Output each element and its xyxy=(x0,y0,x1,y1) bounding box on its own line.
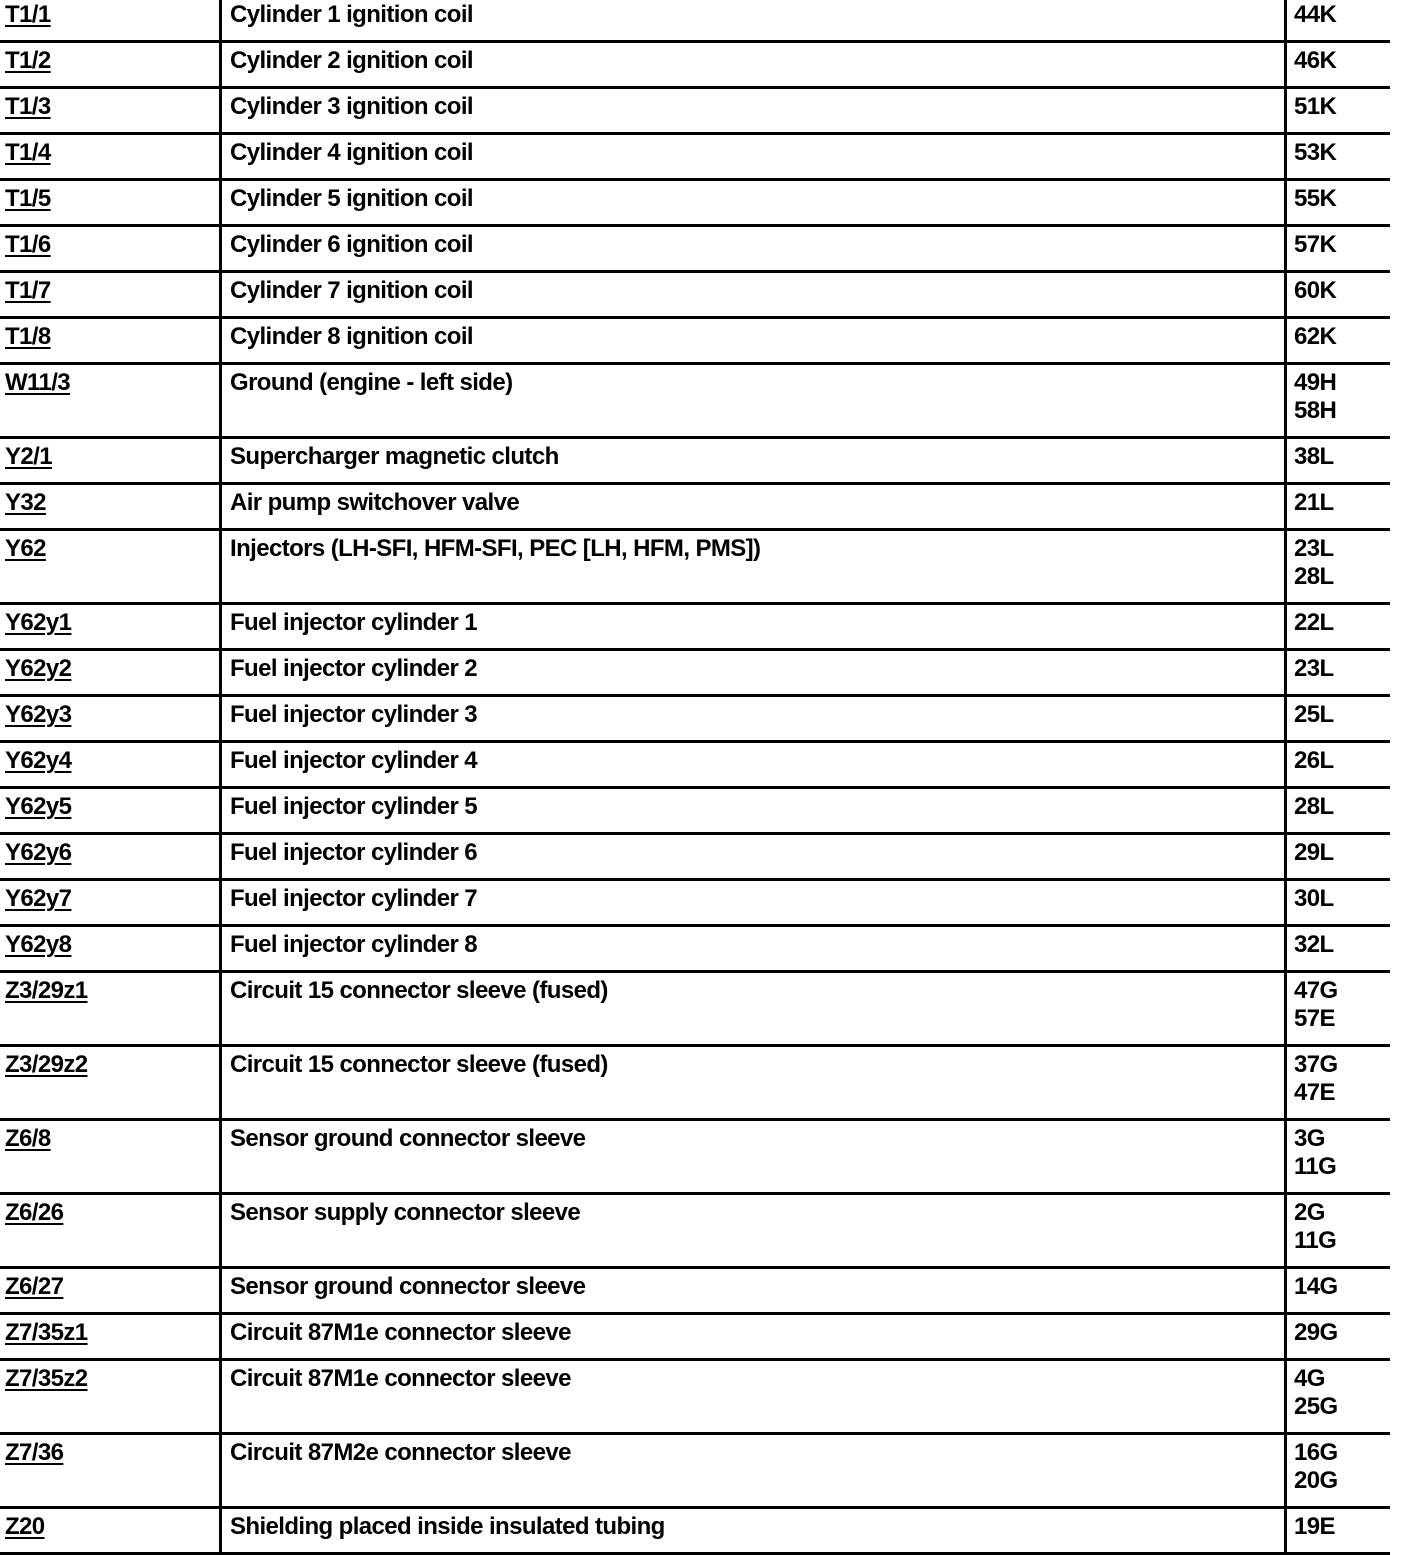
grid-location: 20G xyxy=(1294,1467,1338,1494)
grid-location: 25G xyxy=(1294,1393,1338,1420)
grid-location: 57E xyxy=(1294,1005,1335,1032)
table-row xyxy=(0,1360,1390,1434)
grid-location: 16G xyxy=(1294,1439,1338,1466)
grid-location: 3G xyxy=(1294,1125,1325,1152)
grid-location: 21L xyxy=(1294,489,1334,516)
table-row xyxy=(0,834,1390,880)
grid-location-cell xyxy=(1286,364,1391,438)
component-description: Circuit 87M1e connector sleeve xyxy=(221,1360,1286,1434)
grid-location-cell xyxy=(1286,788,1391,834)
component-description: Fuel injector cylinder 6 xyxy=(221,834,1286,880)
component-code-cell xyxy=(0,972,221,1046)
grid-location: 11G xyxy=(1294,1227,1337,1254)
component-description: Circuit 87M1e connector sleeve xyxy=(221,1314,1286,1360)
table-row xyxy=(0,742,1390,788)
grid-location-cell xyxy=(1286,180,1391,226)
component-code-link[interactable]: T1/5 xyxy=(5,185,51,212)
component-code-link[interactable]: Y62y8 xyxy=(5,931,72,958)
component-code-link[interactable]: Y32 xyxy=(5,489,46,516)
component-description: Shielding placed inside insulated tubing xyxy=(221,1508,1286,1554)
component-code-link[interactable]: Y62y5 xyxy=(5,793,72,820)
component-code-cell xyxy=(0,1434,221,1508)
grid-location-cell xyxy=(1286,484,1391,530)
component-code-link[interactable]: Y62y1 xyxy=(5,609,72,636)
table-row xyxy=(0,1434,1390,1508)
grid-location: 28L xyxy=(1294,793,1334,820)
component-description: Circuit 15 connector sleeve (fused) xyxy=(221,972,1286,1046)
table-row xyxy=(0,1314,1390,1360)
component-code-cell xyxy=(0,134,221,180)
grid-location-cell xyxy=(1286,696,1391,742)
table-row xyxy=(0,1508,1390,1554)
component-code-cell xyxy=(0,742,221,788)
component-code-link[interactable]: Z6/26 xyxy=(5,1199,64,1226)
component-description: Cylinder 4 ignition coil xyxy=(221,134,1286,180)
component-code-link[interactable]: T1/7 xyxy=(5,277,51,304)
grid-location: 32L xyxy=(1294,931,1334,958)
grid-location-cell xyxy=(1286,1314,1391,1360)
component-code-cell xyxy=(0,650,221,696)
grid-location: 38L xyxy=(1294,443,1334,470)
component-code-link[interactable]: Z7/35z1 xyxy=(5,1319,88,1346)
table-row xyxy=(0,604,1390,650)
grid-location-cell xyxy=(1286,834,1391,880)
grid-location: 53K xyxy=(1294,139,1337,166)
component-description: Cylinder 5 ignition coil xyxy=(221,180,1286,226)
component-code-cell xyxy=(0,880,221,926)
table-row xyxy=(0,88,1390,134)
component-description: Fuel injector cylinder 7 xyxy=(221,880,1286,926)
component-code-cell xyxy=(0,1268,221,1314)
grid-location-cell xyxy=(1286,134,1391,180)
grid-location-cell xyxy=(1286,42,1391,88)
table-row xyxy=(0,0,1390,42)
component-code-link[interactable]: W11/3 xyxy=(5,369,71,396)
component-code-link[interactable]: Y2/1 xyxy=(5,443,52,470)
table-row xyxy=(0,1268,1390,1314)
component-code-link[interactable]: Z20 xyxy=(5,1513,45,1540)
component-code-link[interactable]: Z7/35z2 xyxy=(5,1365,88,1392)
component-code-link[interactable]: T1/6 xyxy=(5,231,51,258)
component-description: Circuit 15 connector sleeve (fused) xyxy=(221,1046,1286,1120)
component-code-cell xyxy=(0,438,221,484)
component-description: Injectors (LH-SFI, HFM-SFI, PEC [LH, HFM, PMS]) xyxy=(221,530,1286,604)
component-code-link[interactable]: T1/8 xyxy=(5,323,51,350)
component-code-cell xyxy=(0,604,221,650)
table-row xyxy=(0,650,1390,696)
component-code-link[interactable]: Y62 xyxy=(5,535,46,562)
component-code-cell xyxy=(0,88,221,134)
component-code-link[interactable]: Z7/36 xyxy=(5,1439,64,1466)
table-row xyxy=(0,880,1390,926)
grid-location: 28L xyxy=(1294,563,1334,590)
component-description: Supercharger magnetic clutch xyxy=(221,438,1286,484)
component-description: Fuel injector cylinder 2 xyxy=(221,650,1286,696)
grid-location: 29G xyxy=(1294,1319,1338,1346)
component-description: Cylinder 6 ignition coil xyxy=(221,226,1286,272)
table-row xyxy=(0,530,1390,604)
grid-location: 55K xyxy=(1294,185,1337,212)
component-code-cell xyxy=(0,1046,221,1120)
grid-location: 47G xyxy=(1294,977,1338,1004)
table-row xyxy=(0,364,1390,438)
grid-location: 23L xyxy=(1294,655,1334,682)
component-code-link[interactable]: T1/1 xyxy=(5,1,51,28)
grid-location-cell xyxy=(1286,1268,1391,1314)
component-code-cell xyxy=(0,484,221,530)
grid-location-cell xyxy=(1286,318,1391,364)
grid-location: 22L xyxy=(1294,609,1334,636)
component-description: Ground (engine - left side) xyxy=(221,364,1286,438)
component-code-cell xyxy=(0,1508,221,1554)
component-code-cell xyxy=(0,180,221,226)
grid-location: 11G xyxy=(1294,1153,1337,1180)
grid-location: 44K xyxy=(1294,1,1337,28)
grid-location: 58H xyxy=(1294,397,1337,424)
component-code-cell xyxy=(0,318,221,364)
grid-location: 26L xyxy=(1294,747,1334,774)
component-description: Fuel injector cylinder 4 xyxy=(221,742,1286,788)
component-code-link[interactable]: Z6/27 xyxy=(5,1273,64,1300)
grid-location-cell xyxy=(1286,272,1391,318)
component-code-cell xyxy=(0,926,221,972)
grid-location: 23L xyxy=(1294,535,1334,562)
grid-location-cell xyxy=(1286,926,1391,972)
component-code-cell xyxy=(0,1314,221,1360)
grid-location-cell xyxy=(1286,88,1391,134)
table-row xyxy=(0,1120,1390,1194)
grid-location-cell xyxy=(1286,880,1391,926)
grid-location-cell xyxy=(1286,1046,1391,1120)
grid-location: 47E xyxy=(1294,1079,1335,1106)
component-code-cell xyxy=(0,696,221,742)
grid-location: 57K xyxy=(1294,231,1337,258)
component-code-cell xyxy=(0,364,221,438)
grid-location-cell xyxy=(1286,1360,1391,1434)
grid-location-cell xyxy=(1286,1120,1391,1194)
grid-location: 51K xyxy=(1294,93,1337,120)
table-row xyxy=(0,788,1390,834)
component-code-link[interactable]: Y62y4 xyxy=(5,747,72,774)
component-code-cell xyxy=(0,0,221,42)
grid-location: 62K xyxy=(1294,323,1337,350)
component-code-cell xyxy=(0,272,221,318)
grid-location-cell xyxy=(1286,604,1391,650)
table-row xyxy=(0,272,1390,318)
grid-location-cell xyxy=(1286,226,1391,272)
component-code-link[interactable]: Y62y7 xyxy=(5,885,72,912)
component-description: Sensor supply connector sleeve xyxy=(221,1194,1286,1268)
table-row xyxy=(0,134,1390,180)
grid-location-cell xyxy=(1286,438,1391,484)
table-row xyxy=(0,318,1390,364)
component-code-cell xyxy=(0,226,221,272)
grid-location: 2G xyxy=(1294,1199,1325,1226)
component-description: Cylinder 2 ignition coil xyxy=(221,42,1286,88)
grid-location: 19E xyxy=(1294,1513,1335,1540)
component-description: Circuit 87M2e connector sleeve xyxy=(221,1434,1286,1508)
table-row xyxy=(0,180,1390,226)
table-row xyxy=(0,972,1390,1046)
component-code-link[interactable]: Y62y6 xyxy=(5,839,72,866)
component-code-link[interactable]: T1/2 xyxy=(5,47,51,74)
grid-location-cell xyxy=(1286,1194,1391,1268)
component-code-link[interactable]: Y62y3 xyxy=(5,701,72,728)
component-description: Sensor ground connector sleeve xyxy=(221,1120,1286,1194)
table-row xyxy=(0,438,1390,484)
grid-location: 29L xyxy=(1294,839,1334,866)
component-code-cell xyxy=(0,788,221,834)
component-code-cell xyxy=(0,1360,221,1434)
component-description: Cylinder 7 ignition coil xyxy=(221,272,1286,318)
grid-location: 49H xyxy=(1294,369,1337,396)
component-description: Cylinder 1 ignition coil xyxy=(221,0,1286,42)
component-code-cell xyxy=(0,834,221,880)
component-code-cell xyxy=(0,1120,221,1194)
grid-location-cell xyxy=(1286,530,1391,604)
grid-location-cell xyxy=(1286,0,1391,42)
table-row xyxy=(0,484,1390,530)
table-row xyxy=(0,926,1390,972)
table-row xyxy=(0,696,1390,742)
component-description: Cylinder 3 ignition coil xyxy=(221,88,1286,134)
component-description: Fuel injector cylinder 1 xyxy=(221,604,1286,650)
grid-location-cell xyxy=(1286,650,1391,696)
grid-location-cell xyxy=(1286,1434,1391,1508)
component-code-link[interactable]: Z3/29z2 xyxy=(5,1051,88,1078)
grid-location: 25L xyxy=(1294,701,1334,728)
grid-location: 37G xyxy=(1294,1051,1338,1078)
table-row xyxy=(0,226,1390,272)
component-code-link[interactable]: Y62y2 xyxy=(5,655,72,682)
table-row xyxy=(0,1046,1390,1120)
component-code-cell xyxy=(0,42,221,88)
component-code-link[interactable]: T1/3 xyxy=(5,93,51,120)
component-description: Fuel injector cylinder 3 xyxy=(221,696,1286,742)
grid-location: 46K xyxy=(1294,47,1337,74)
component-description: Fuel injector cylinder 5 xyxy=(221,788,1286,834)
component-code-link[interactable]: T1/4 xyxy=(5,139,51,166)
table-row xyxy=(0,1194,1390,1268)
grid-location: 30L xyxy=(1294,885,1334,912)
component-description: Cylinder 8 ignition coil xyxy=(221,318,1286,364)
grid-location: 4G xyxy=(1294,1365,1325,1392)
component-code-link[interactable]: Z3/29z1 xyxy=(5,977,88,1004)
component-code-cell xyxy=(0,530,221,604)
component-code-cell xyxy=(0,1194,221,1268)
table-row xyxy=(0,42,1390,88)
component-description: Fuel injector cylinder 8 xyxy=(221,926,1286,972)
component-code-link[interactable]: Z6/8 xyxy=(5,1125,51,1152)
component-description: Sensor ground connector sleeve xyxy=(221,1268,1286,1314)
grid-location-cell xyxy=(1286,1508,1391,1554)
component-description: Air pump switchover valve xyxy=(221,484,1286,530)
grid-location: 14G xyxy=(1294,1273,1338,1300)
grid-location-cell xyxy=(1286,742,1391,788)
grid-location-cell xyxy=(1286,972,1391,1046)
grid-location: 60K xyxy=(1294,277,1337,304)
